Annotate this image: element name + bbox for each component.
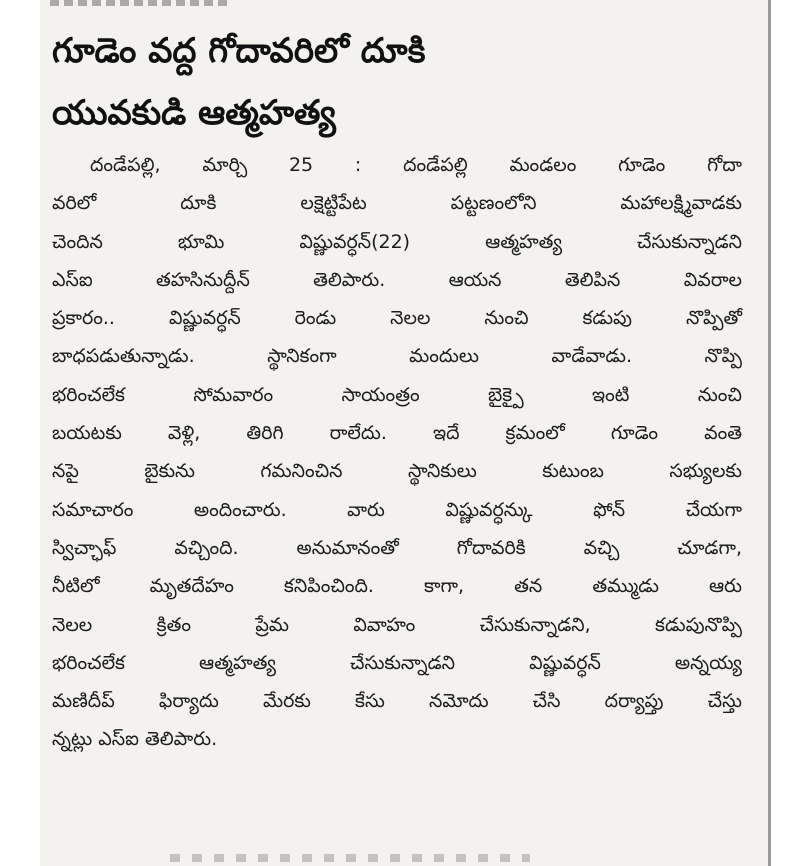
body-line: మణిదీప్ ఫిర్యాదు మేరకు కేసు నమోదు చేసి దర్యాప్తు చేస్తు bbox=[52, 690, 742, 713]
clipping-border bbox=[768, 0, 771, 866]
body-line: ఎస్ఐ తహసినుద్దీన్ తెలిపారు. ఆయన తెలిపిన వివరాల bbox=[52, 268, 742, 291]
newspaper-clipping bbox=[40, 0, 770, 866]
body-line: బయటకు వెళ్లి, తిరిగి రాలేదు. ఇదే క్రమంలో గూడెం వంతె bbox=[52, 422, 742, 445]
body-line: భరించలేక ఆత్మహత్య చేసుకున్నాడని విష్ణువర్ధన్ అన్నయ్య bbox=[52, 651, 742, 674]
body-line: నీటిలో మృతదేహం కనిపించింది. కాగా, తన తమ్ముడు ఆరు bbox=[52, 575, 742, 598]
clipped-previous-text bbox=[50, 0, 230, 6]
body-line: న్నట్లు ఎస్ఐ తెలిపారు. bbox=[52, 728, 218, 751]
article-body bbox=[52, 146, 742, 759]
body-line: నెలల క్రితం ప్రేమ వివాహం చేసుకున్నాడని, కడుపునొప్పి bbox=[52, 613, 742, 636]
headline-line: యువకుడి ఆత్మహత్య bbox=[52, 93, 336, 133]
body-line: చెందిన భూమి విష్ణువర్ధన్(22) ఆత్మహత్య చేసుకున్నాడని bbox=[52, 230, 742, 253]
body-line: స్విచ్ఛాఫ్ వచ్చింది. అనుమానంతో గోదావరికి వచ్చి చూడగా, bbox=[52, 536, 742, 559]
body-line: దండేపల్లి, మార్చి 25 : దండేపల్లి మండలం గూడెం గోదా bbox=[90, 154, 742, 176]
clipped-next-text bbox=[170, 854, 530, 862]
body-line: సమాచారం అందించారు. వారు విష్ణువర్ధన్కు ఫోన్ చేయగా bbox=[52, 498, 742, 521]
headline-line: గూడెం వద్ద గోదావరిలో దూకి bbox=[52, 31, 426, 71]
article-headline bbox=[52, 20, 612, 144]
body-line: ప్రకారం.. విష్ణువర్ధన్ రెండు నెలల నుంచి కడుపు నొప్పితో bbox=[52, 307, 742, 330]
body-line: నపై బైకును గమనించిన స్థానికులు కుటుంబ సభ్యులకు bbox=[52, 460, 742, 483]
body-line: వరిలో దూకి లక్షెట్టిపేట పట్టణంలోని మహాలక్ష్మివాడకు bbox=[52, 192, 742, 215]
body-line: భరించలేక సోమవారం సాయంత్రం బైక్పై ఇంటి నుంచి bbox=[52, 383, 742, 406]
body-line: బాధపడుతున్నాడు. స్థానికంగా మందులు వాడేవాడు. నొప్పి bbox=[52, 345, 742, 368]
